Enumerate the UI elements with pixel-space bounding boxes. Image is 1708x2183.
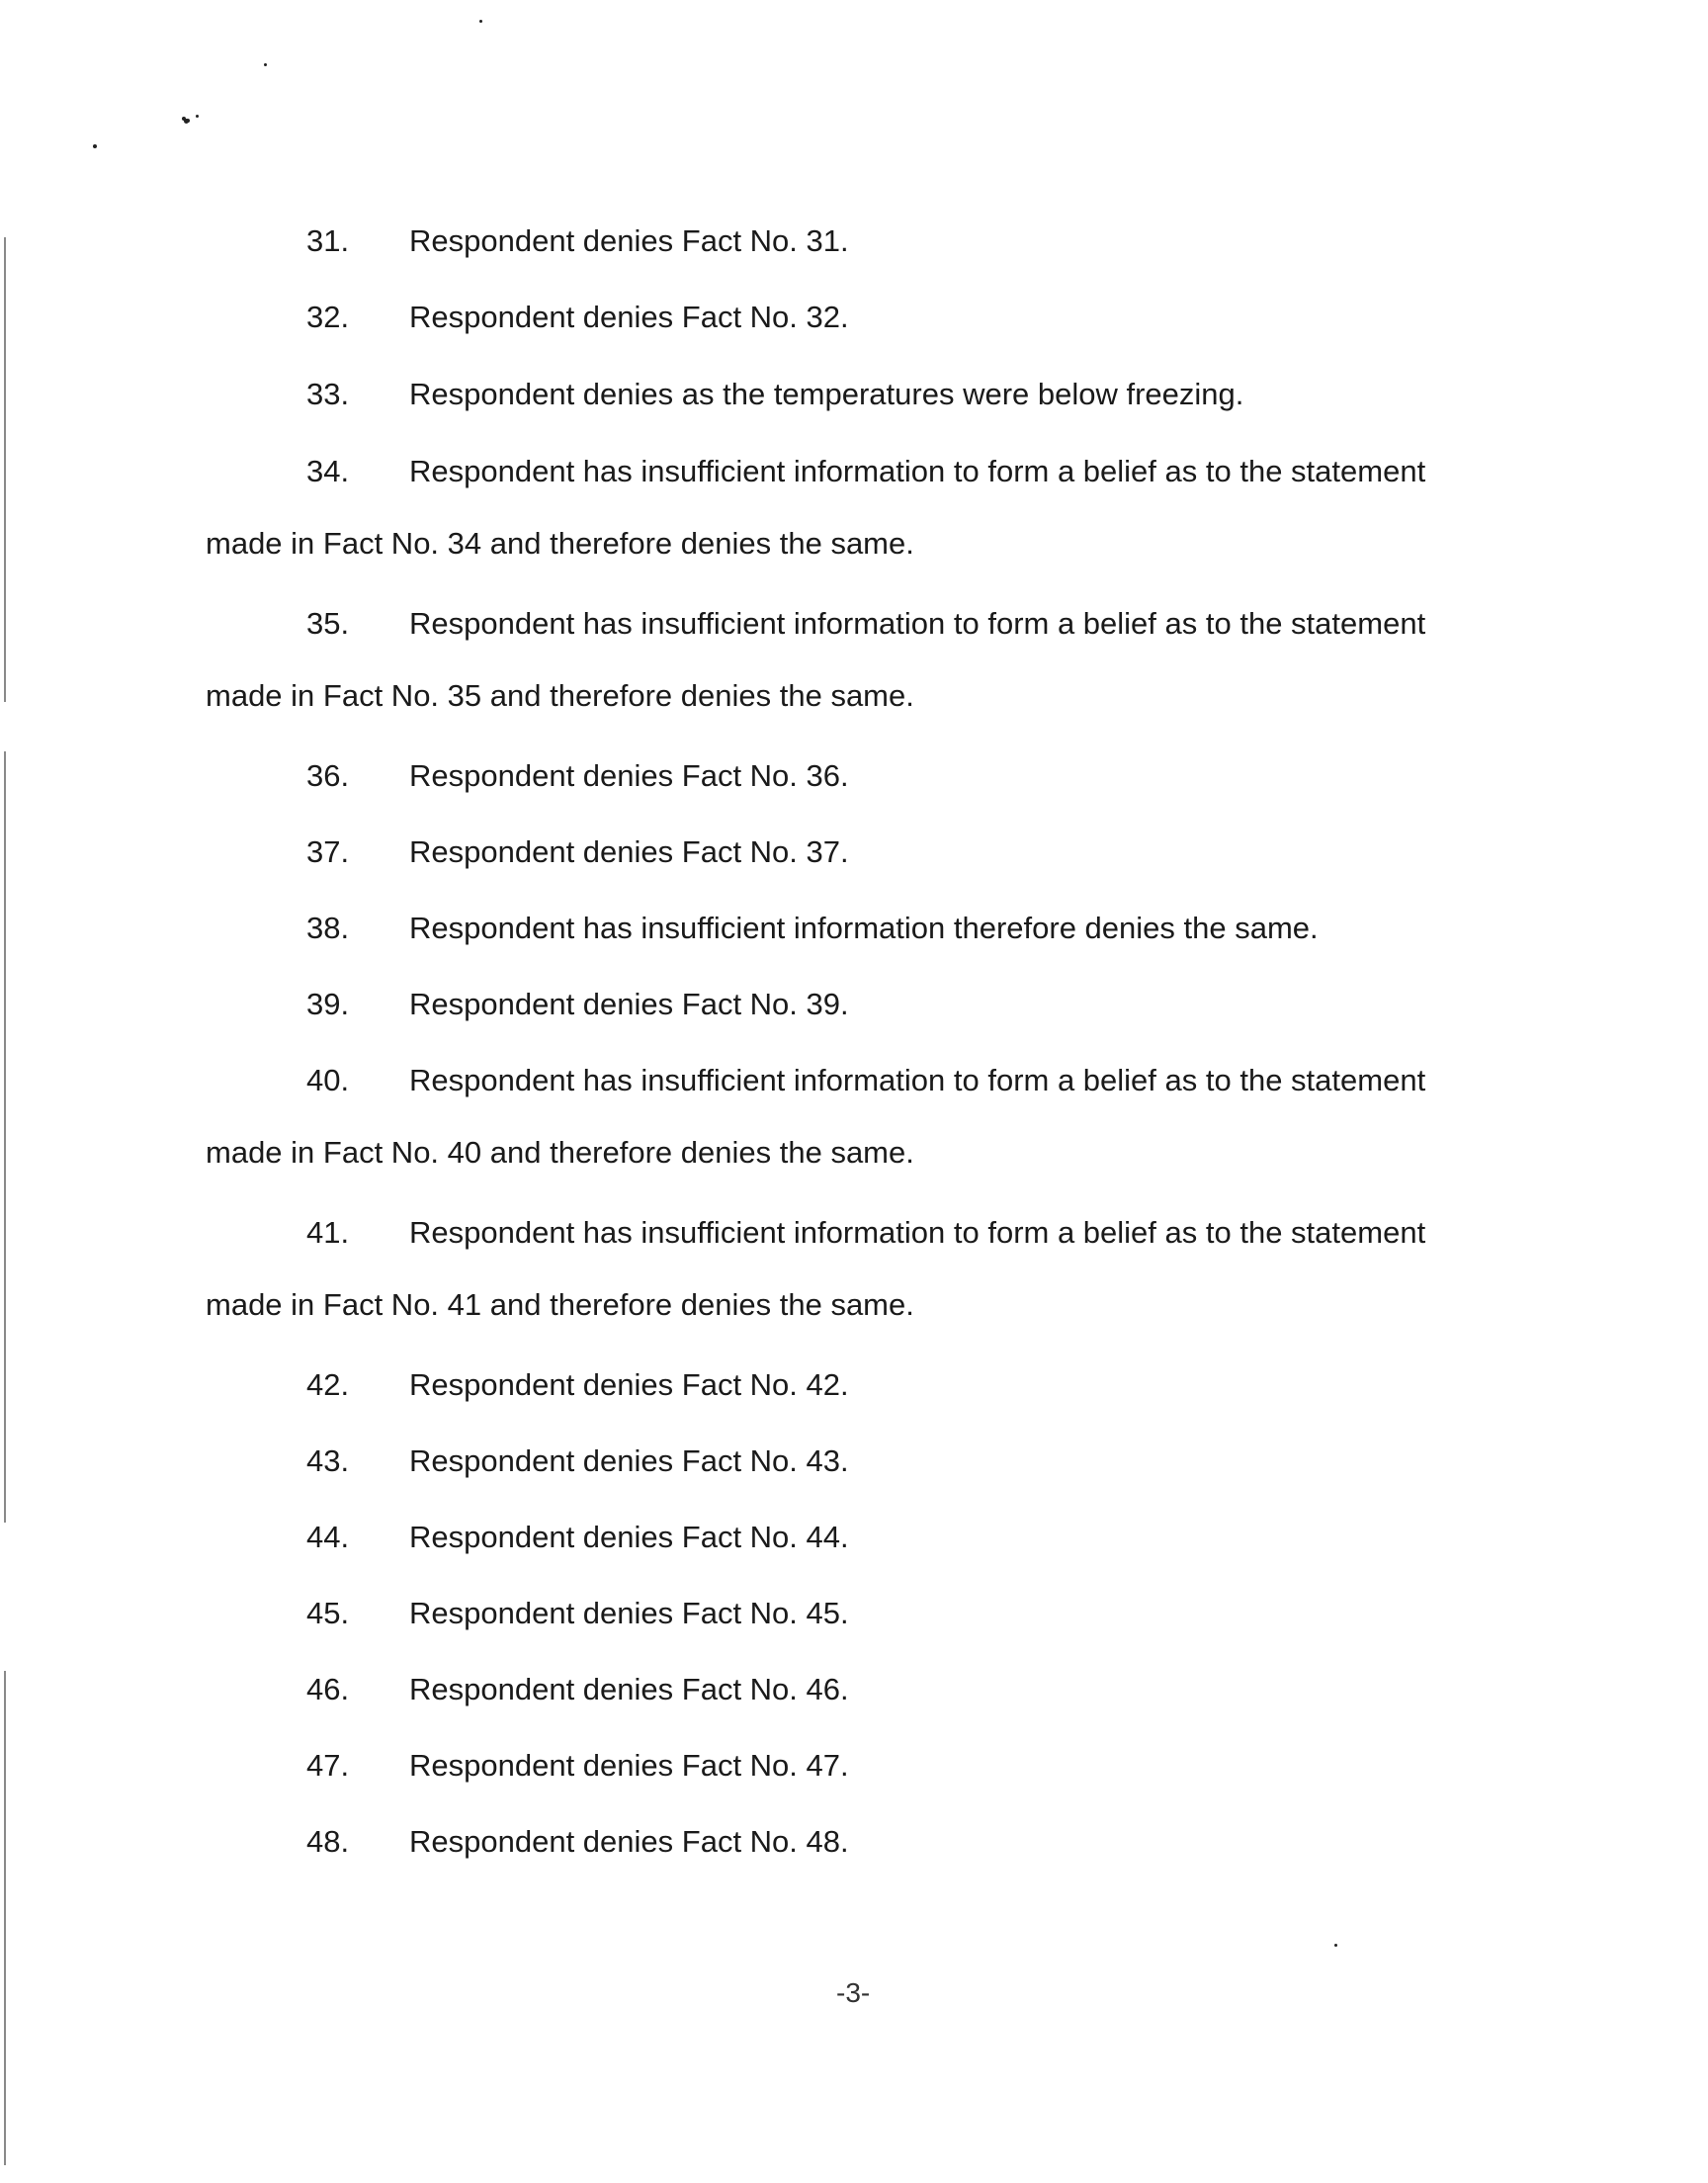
paragraph-text: Respondent has insufficient information therefore denies the same. <box>409 911 1319 945</box>
paragraph-number: 40. <box>306 1063 350 1097</box>
paragraph-43 <box>206 1445 1530 1481</box>
paragraph-text: Respondent denies Fact No. 42. <box>409 1367 849 1402</box>
paragraph-36 <box>206 760 1530 796</box>
paragraph-number: 34. <box>306 454 350 488</box>
paragraph-text: Respondent denies Fact No. 46. <box>409 1672 849 1706</box>
paragraph-number: 46. <box>306 1672 350 1706</box>
paragraph-number: 41. <box>306 1215 350 1250</box>
paragraph-continuation: made in Fact No. 41 and therefore denies the same. <box>206 1287 914 1322</box>
paragraph-text: Respondent has insufficient information to form a belief as to the statement <box>409 1215 1426 1250</box>
scan-speck <box>479 20 482 23</box>
paragraph-text: Respondent denies as the temperatures were below freezing. <box>409 377 1244 411</box>
paragraph-continuation: made in Fact No. 35 and therefore denies the same. <box>206 678 914 713</box>
paragraph-number: 38. <box>306 911 350 945</box>
scan-speck <box>264 63 267 66</box>
paragraph-34 <box>206 454 1530 561</box>
paragraph-text: Respondent denies Fact No. 44. <box>409 1520 849 1554</box>
paragraph-text: Respondent denies Fact No. 47. <box>409 1748 849 1783</box>
scan-margin-line <box>4 751 6 1523</box>
paragraph-text: Respondent denies Fact No. 37. <box>409 834 849 869</box>
paragraph-number: 36. <box>306 758 350 793</box>
paragraph-33 <box>206 379 1530 414</box>
scan-speck <box>196 115 199 118</box>
paragraph-text: Respondent denies Fact No. 45. <box>409 1596 849 1630</box>
paragraph-number: 45. <box>306 1596 350 1630</box>
paragraph-47 <box>206 1750 1530 1786</box>
paragraph-number: 39. <box>306 987 350 1021</box>
paragraph-text: Respondent denies Fact No. 31. <box>409 223 849 258</box>
paragraph-46 <box>206 1674 1530 1709</box>
paragraph-text: Respondent denies Fact No. 43. <box>409 1443 849 1478</box>
paragraph-42 <box>206 1369 1530 1405</box>
paragraph-number: 42. <box>306 1367 350 1402</box>
paragraph-number: 47. <box>306 1748 350 1783</box>
paragraph-text: Respondent has insufficient information to form a belief as to the statement <box>409 606 1426 641</box>
paragraph-44 <box>206 1522 1530 1557</box>
scan-margin-line <box>4 237 6 702</box>
page-number: -3- <box>836 1977 871 2008</box>
paragraph-35 <box>206 606 1530 713</box>
paragraph-continuation: made in Fact No. 34 and therefore denies the same. <box>206 526 914 561</box>
paragraph-number: 32. <box>306 300 350 334</box>
scan-speck <box>184 119 189 124</box>
paragraph-number: 37. <box>306 834 350 869</box>
paragraph-number: 33. <box>306 377 350 411</box>
paragraph-number: 35. <box>306 606 350 641</box>
paragraph-text: Respondent denies Fact No. 39. <box>409 987 849 1021</box>
paragraph-continuation: made in Fact No. 40 and therefore denies the same. <box>206 1135 914 1170</box>
scan-margin-line <box>4 1671 6 2165</box>
paragraph-31 <box>206 225 1530 261</box>
paragraph-40 <box>206 1063 1530 1170</box>
paragraph-text: Respondent denies Fact No. 32. <box>409 300 849 334</box>
paragraph-39 <box>206 989 1530 1024</box>
paragraph-text: Respondent denies Fact No. 48. <box>409 1824 849 1859</box>
paragraph-text: Respondent has insufficient information to form a belief as to the statement <box>409 454 1426 488</box>
paragraph-41 <box>206 1215 1530 1322</box>
paragraph-text: Respondent has insufficient information to form a belief as to the statement <box>409 1063 1426 1097</box>
paragraph-38 <box>206 913 1530 948</box>
paragraph-text: Respondent denies Fact No. 36. <box>409 758 849 793</box>
paragraph-number: 44. <box>306 1520 350 1554</box>
paragraph-number: 43. <box>306 1443 350 1478</box>
paragraph-37 <box>206 836 1530 872</box>
paragraph-32 <box>206 302 1530 337</box>
scan-speck <box>1334 1944 1337 1947</box>
paragraph-number: 48. <box>306 1824 350 1859</box>
scan-speck <box>93 144 97 148</box>
paragraph-45 <box>206 1598 1530 1633</box>
paragraph-number: 31. <box>306 223 350 258</box>
paragraph-48 <box>206 1826 1530 1862</box>
